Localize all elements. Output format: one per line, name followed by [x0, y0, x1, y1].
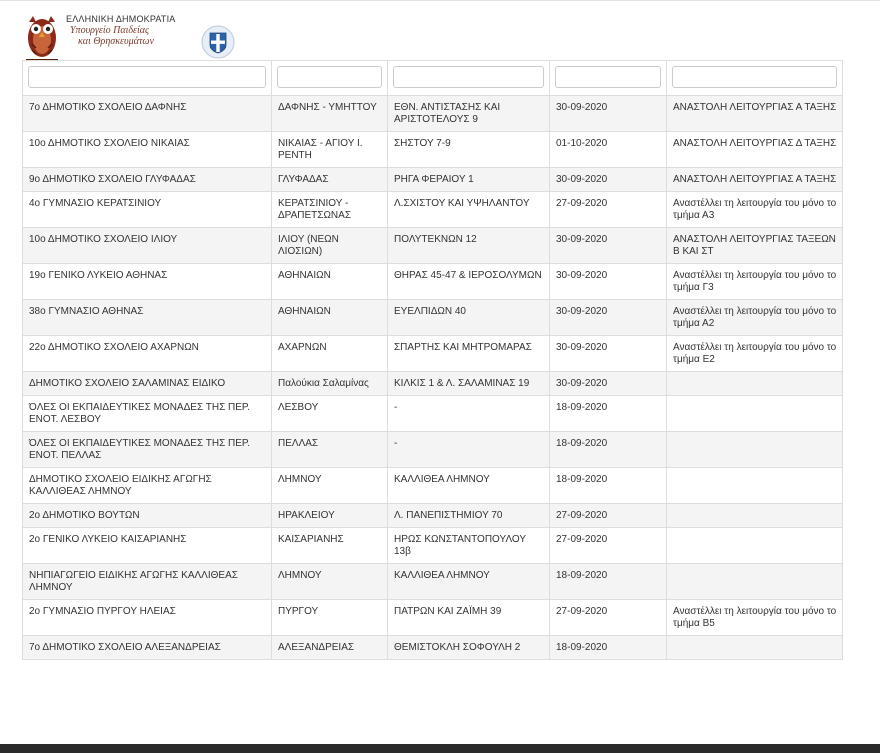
- bottom-bar: [0, 744, 880, 753]
- address-cell: ΗΡΩΣ ΚΩΝΣΤΑΝΤΟΠΟΥΛΟΥ 13β: [388, 528, 550, 564]
- date-cell: 30-09-2020: [550, 228, 667, 264]
- school-name-cell: 38ο ΓΥΜΝΑΣΙΟ ΑΘΗΝΑΣ: [23, 300, 272, 336]
- school-name-cell: 19ο ΓΕΝΙΚΟ ΛΥΚΕΙΟ ΑΘΗΝΑΣ: [23, 264, 272, 300]
- school-name-cell: 10ο ΔΗΜΟΤΙΚΟ ΣΧΟΛΕΙΟ ΝΙΚΑΙΑΣ: [23, 132, 272, 168]
- municipality-cell: ΑΧΑΡΝΩΝ: [272, 336, 388, 372]
- date-cell: 30-09-2020: [550, 96, 667, 132]
- notes-cell: Αναστέλλει τη λειτουργία του μόνο το τμήμα Ε2: [667, 336, 843, 372]
- address-cell: ΚΙΛΚΙΣ 1 & Λ. ΣΑΛΑΜΙΝΑΣ 19: [388, 372, 550, 396]
- notes-cell: [667, 564, 843, 600]
- notes-cell: Αναστέλλει τη λειτουργία του μόνο το τμήμα Α2: [667, 300, 843, 336]
- school-name-cell: 22ο ΔΗΜΟΤΙΚΟ ΣΧΟΛΕΙΟ ΑΧΑΡΝΩΝ: [23, 336, 272, 372]
- school-name-cell: 10ο ΔΗΜΟΤΙΚΟ ΣΧΟΛΕΙΟ ΙΛΙΟΥ: [23, 228, 272, 264]
- municipality-cell: ΓΛΥΦΑΔΑΣ: [272, 168, 388, 192]
- table-row: [23, 504, 843, 528]
- table-row: [23, 468, 843, 504]
- municipality-cell: ΔΑΦΝΗΣ - ΥΜΗΤΤΟΥ: [272, 96, 388, 132]
- municipality-cell: ΝΙΚΑΙΑΣ - ΑΓΙΟΥ Ι. ΡΕΝΤΗ: [272, 132, 388, 168]
- address-cell: ΣΠΑΡΤΗΣ ΚΑΙ ΜΗΤΡΟΜΑΡΑΣ: [388, 336, 550, 372]
- table-row: [23, 564, 843, 600]
- address-cell: -: [388, 396, 550, 432]
- address-cell: ΕΥΕΛΠΙΔΩΝ 40: [388, 300, 550, 336]
- notes-cell: Αναστέλλει τη λειτουργία του μόνο το τμήμα Β5: [667, 600, 843, 636]
- municipality-cell: ΗΡΑΚΛΕΙΟΥ: [272, 504, 388, 528]
- table-row: [23, 168, 843, 192]
- date-cell: 30-09-2020: [550, 336, 667, 372]
- date-cell: 27-09-2020: [550, 528, 667, 564]
- filter-municipality-input[interactable]: [277, 66, 382, 88]
- municipality-cell: ΛΗΜΝΟΥ: [272, 564, 388, 600]
- filter-school-input[interactable]: [28, 66, 266, 88]
- municipality-cell: ΚΕΡΑΤΣΙΝΙΟΥ - ΔΡΑΠΕΤΣΩΝΑΣ: [272, 192, 388, 228]
- table-row: [23, 228, 843, 264]
- school-name-cell: 4ο ΓΥΜΝΑΣΙΟ ΚΕΡΑΤΣΙΝΙΟΥ: [23, 192, 272, 228]
- date-cell: 30-09-2020: [550, 168, 667, 192]
- date-cell: 01-10-2020: [550, 132, 667, 168]
- municipality-cell: ΑΘΗΝΑΙΩΝ: [272, 264, 388, 300]
- address-cell: ΠΑΤΡΩΝ ΚΑΙ ΖΑΪΜΗ 39: [388, 600, 550, 636]
- school-name-cell: 2ο ΔΗΜΟΤΙΚΟ ΒΟΥΤΩΝ: [23, 504, 272, 528]
- notes-cell: ΑΝΑΣΤΟΛΗ ΛΕΙΤΟΥΡΓΙΑΣ Α ΤΑΞΗΣ: [667, 96, 843, 132]
- address-cell: ΣΗΣΤΟΥ 7-9: [388, 132, 550, 168]
- municipality-cell: ΑΘΗΝΑΙΩΝ: [272, 300, 388, 336]
- address-cell: Λ. ΠΑΝΕΠΙΣΤΗΜΙΟΥ 70: [388, 504, 550, 528]
- table-row: [23, 432, 843, 468]
- filter-row: [23, 61, 843, 96]
- municipality-cell: ΙΛΙΟΥ (ΝΕΩΝ ΛΙΟΣΙΩΝ): [272, 228, 388, 264]
- filter-cell: [667, 61, 843, 96]
- notes-cell: Αναστέλλει τη λειτουργία του μόνο το τμήμα Α3: [667, 192, 843, 228]
- greek-coat-of-arms-icon: [200, 24, 236, 60]
- date-cell: 18-09-2020: [550, 564, 667, 600]
- school-name-cell: 2ο ΓΕΝΙΚΟ ΛΥΚΕΙΟ ΚΑΙΣΑΡΙΑΝΗΣ: [23, 528, 272, 564]
- table-row: [23, 600, 843, 636]
- ministry-line2: Υπουργείο Παιδείας: [70, 25, 150, 36]
- table-row: [23, 396, 843, 432]
- school-name-cell: 7ο ΔΗΜΟΤΙΚΟ ΣΧΟΛΕΙΟ ΔΑΦΝΗΣ: [23, 96, 272, 132]
- address-cell: ΘΗΡΑΣ 45-47 & ΙΕΡΟΣΟΛΥΜΩΝ: [388, 264, 550, 300]
- address-cell: ΘΕΜΙΣΤΟΚΛΗ ΣΟΦΟΥΛΗ 2: [388, 636, 550, 660]
- notes-cell: ΑΝΑΣΤΟΛΗ ΛΕΙΤΟΥΡΓΙΑΣ Δ ΤΑΞΗΣ: [667, 132, 843, 168]
- date-cell: 30-09-2020: [550, 372, 667, 396]
- address-cell: ΡΗΓΑ ΦΕΡΑΙΟΥ 1: [388, 168, 550, 192]
- notes-cell: [667, 372, 843, 396]
- filter-cell: [272, 61, 388, 96]
- filter-cell: [388, 61, 550, 96]
- address-cell: -: [388, 432, 550, 468]
- school-name-cell: ΌΛΕΣ ΟΙ ΕΚΠΑΙΔΕΥΤΙΚΕΣ ΜΟΝΑΔΕΣ ΤΗΣ ΠΕΡ. ΕΝΟΤ. ΠΕΛΛΑΣ: [23, 432, 272, 468]
- table-row: [23, 192, 843, 228]
- date-cell: 18-09-2020: [550, 636, 667, 660]
- filter-cell: [23, 61, 272, 96]
- date-cell: 18-09-2020: [550, 432, 667, 468]
- notes-cell: ΑΝΑΣΤΟΛΗ ΛΕΙΤΟΥΡΓΙΑΣ Α ΤΑΞΗΣ: [667, 168, 843, 192]
- notes-cell: [667, 636, 843, 660]
- school-name-cell: ΔΗΜΟΤΙΚΟ ΣΧΟΛΕΙΟ ΣΑΛΑΜΙΝΑΣ ΕΙΔΙΚΟ: [23, 372, 272, 396]
- school-name-cell: 2ο ΓΥΜΝΑΣΙΟ ΠΥΡΓΟΥ ΗΛΕΙΑΣ: [23, 600, 272, 636]
- notes-cell: ΑΝΑΣΤΟΛΗ ΛΕΙΤΟΥΡΓΙΑΣ ΤΑΞΕΩΝ Β ΚΑΙ ΣΤ: [667, 228, 843, 264]
- date-cell: 30-09-2020: [550, 264, 667, 300]
- table-row: [23, 264, 843, 300]
- date-cell: 18-09-2020: [550, 468, 667, 504]
- date-cell: 27-09-2020: [550, 504, 667, 528]
- table-row: [23, 372, 843, 396]
- address-cell: Λ.ΣΧΙΣΤΟΥ ΚΑΙ ΥΨΗΛΑΝΤΟΥ: [388, 192, 550, 228]
- top-divider: [0, 0, 880, 1]
- notes-cell: Αναστέλλει τη λειτουργία του μόνο το τμήμα Γ3: [667, 264, 843, 300]
- date-cell: 27-09-2020: [550, 192, 667, 228]
- school-name-cell: 9ο ΔΗΜΟΤΙΚΟ ΣΧΟΛΕΙΟ ΓΛΥΦΑΔΑΣ: [23, 168, 272, 192]
- municipality-cell: ΛΕΣΒΟΥ: [272, 396, 388, 432]
- date-cell: 30-09-2020: [550, 300, 667, 336]
- notes-cell: [667, 468, 843, 504]
- address-cell: ΚΑΛΛΙΘΕΑ ΛΗΜΝΟΥ: [388, 564, 550, 600]
- date-cell: 27-09-2020: [550, 600, 667, 636]
- notes-cell: [667, 528, 843, 564]
- ministry-line1: ΕΛΛΗΝΙΚΗ ΔΗΜΟΚΡΑΤΙΑ: [66, 14, 176, 24]
- closures-table-container: [22, 60, 842, 660]
- municipality-cell: ΠΕΛΛΑΣ: [272, 432, 388, 468]
- closures-table: [22, 60, 843, 660]
- notes-cell: [667, 396, 843, 432]
- municipality-cell: Παλούκια Σαλαμίνας: [272, 372, 388, 396]
- municipality-cell: ΑΛΕΞΑΝΔΡΕΙΑΣ: [272, 636, 388, 660]
- notes-cell: [667, 504, 843, 528]
- table-row: [23, 132, 843, 168]
- address-cell: ΕΘΝ. ΑΝΤΙΣΤΑΣΗΣ ΚΑΙ ΑΡΙΣΤΟΤΕΛΟΥΣ 9: [388, 96, 550, 132]
- table-row: [23, 636, 843, 660]
- address-cell: ΠΟΛΥΤΕΚΝΩΝ 12: [388, 228, 550, 264]
- filter-address-input[interactable]: [393, 66, 544, 88]
- school-name-cell: ΝΗΠΙΑΓΩΓΕΙΟ ΕΙΔΙΚΗΣ ΑΓΩΓΗΣ ΚΑΛΛΙΘΕΑΣ ΛΗΜΝΟΥ: [23, 564, 272, 600]
- school-name-cell: 7ο ΔΗΜΟΤΙΚΟ ΣΧΟΛΕΙΟ ΑΛΕΞΑΝΔΡΕΙΑΣ: [23, 636, 272, 660]
- table-row: [23, 336, 843, 372]
- owl-logo-icon: [22, 12, 62, 66]
- filter-date-input[interactable]: [555, 66, 661, 88]
- municipality-cell: ΛΗΜΝΟΥ: [272, 468, 388, 504]
- table-row: [23, 300, 843, 336]
- municipality-cell: ΠΥΡΓΟΥ: [272, 600, 388, 636]
- school-name-cell: ΌΛΕΣ ΟΙ ΕΚΠΑΙΔΕΥΤΙΚΕΣ ΜΟΝΑΔΕΣ ΤΗΣ ΠΕΡ. ΕΝΟΤ. ΛΕΣΒΟΥ: [23, 396, 272, 432]
- address-cell: ΚΑΛΛΙΘΕΑ ΛΗΜΝΟΥ: [388, 468, 550, 504]
- table-row: [23, 528, 843, 564]
- ministry-line3: και Θρησκευμάτων: [78, 36, 154, 47]
- filter-cell: [550, 61, 667, 96]
- municipality-cell: ΚΑΙΣΑΡΙΑΝΗΣ: [272, 528, 388, 564]
- table-row: [23, 96, 843, 132]
- date-cell: 18-09-2020: [550, 396, 667, 432]
- filter-notes-input[interactable]: [672, 66, 837, 88]
- school-name-cell: ΔΗΜΟΤΙΚΟ ΣΧΟΛΕΙΟ ΕΙΔΙΚΗΣ ΑΓΩΓΗΣ ΚΑΛΛΙΘΕΑΣ ΛΗΜΝΟΥ: [23, 468, 272, 504]
- notes-cell: [667, 432, 843, 468]
